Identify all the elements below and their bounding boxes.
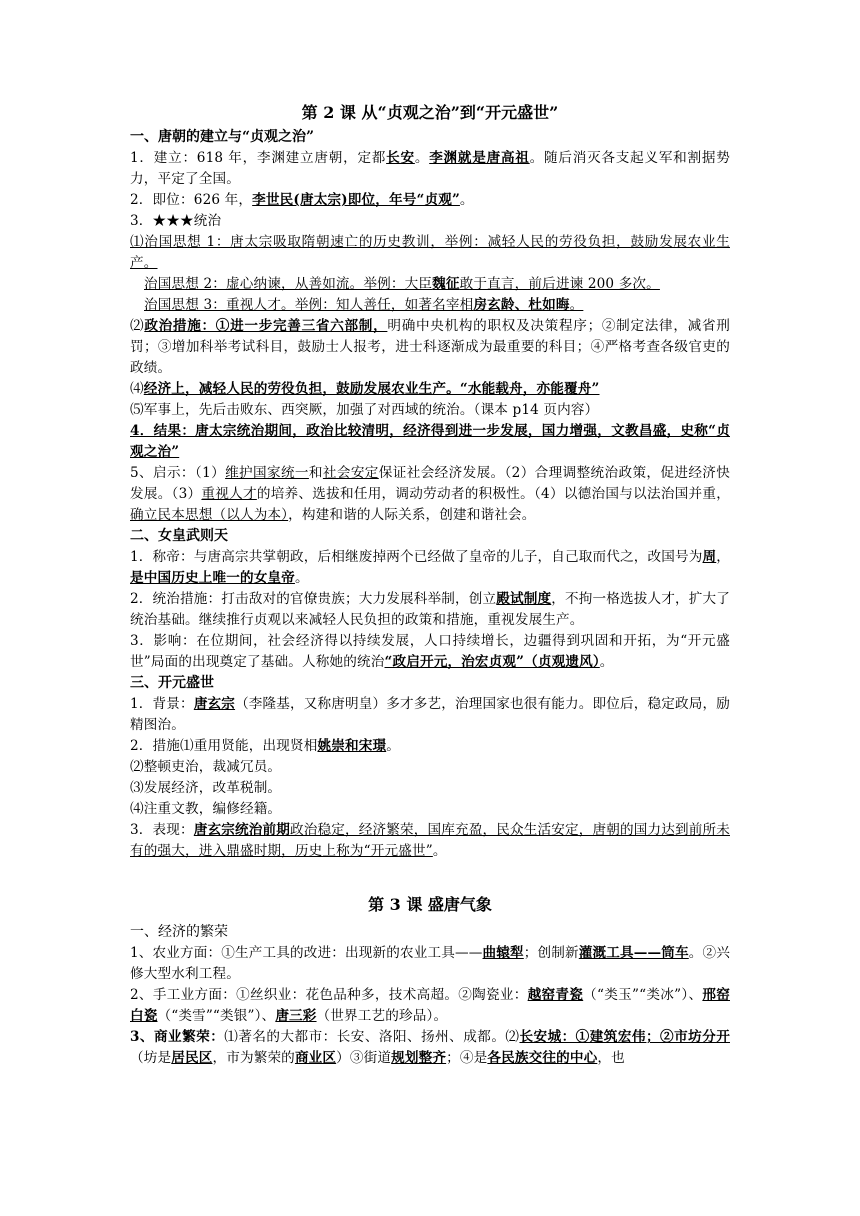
para-kaiyuan-measure-2: ⑵整顿吏治，裁减冗员。 [130, 759, 282, 775]
para-kaiyuan-measure-4: ⑷注重文教，编修经籍。 [130, 801, 282, 817]
para-result: 4．结果：唐太宗统治期间，政治比较清明，经济得到进一步发展，国力增强，文教昌盛，史称“贞观之治” [130, 423, 730, 460]
para-wu-measures: 2．统治措施：打击敌对的官僚贵族；大力发展科举制，创立殿试制度，不拘一格选拔人才，扩大了统治基础。继续推行贞观以来减轻人民负担的政策和措施，重视发展生产。 [130, 591, 730, 628]
para-kaiyuan-measure-3: ⑶发展经济，改革税制。 [130, 780, 282, 796]
para-kaiyuan-performance: 3．表现：唐玄宗统治前期政治稳定，经济繁荣，国库充盈，民众生活安定，唐朝的国力达到前所未有的强大，进入鼎盛时期，历史上称为“开元盛世”。 [130, 822, 730, 859]
lesson3-title: 第 3 课 盛唐气象 [368, 895, 492, 914]
para-kaiyuan-background: 1．背景：唐玄宗（李隆基，又称唐明皇）多才多艺，治理国家也很有能力。即位后，稳定政局，励精图治。 [130, 696, 730, 733]
para-rule-heading: 3．★★★统治 [130, 213, 222, 229]
para-kaiyuan-measure-1: 2．措施⑴重用贤能，出现贤相姚崇和宋璟。 [130, 738, 400, 754]
section-heading-wu-zetian: 二、女皇武则天 [130, 528, 228, 544]
para-agriculture: 1、农业方面：①生产工具的改进：出现新的农业工具——曲辕犁；创制新灌溉工具——筒车。②兴修大型水利工程。 [130, 945, 731, 982]
para-governing-thought-2: 治国思想 2：虚心纳谏，从善如流。举例：大臣魏征敢于直言，前后进谏 200 多次。 [144, 276, 660, 292]
para-founding: 1．建立：618 年，李渊建立唐朝，定都长安。李渊就是唐高祖。随后消灭各支起义军和割据势力，平定了全国。 [130, 150, 730, 187]
section-heading-economy: 一、经济的繁荣 [130, 924, 228, 940]
para-political-measures: ⑵政治措施：①进一步完善三省六部制，明确中央机构的职权及决策程序；②制定法律，减省刑罚；③增加科举考试科目，鼓励士人报考，进士科逐渐成为最重要的科目；④严格考查各级官吏的政绩。 [130, 318, 730, 376]
lesson2-title: 第 2 课 从“贞观之治”到“开元盛世” [301, 103, 559, 122]
para-insight: 5、启示：（1）维护国家统一和社会安定保证社会经济发展。（2）合理调整统治政策，促进经济快发展。（3）重视人才的培养、选拔和任用，调动劳动者的积极性。（4）以德治国与以法治国并重，确立民本思想（以人为本），构建和谐的人际关系，创建和谐社会。 [130, 465, 731, 523]
document-page [130, 102, 730, 1069]
para-military: ⑸军事上，先后击败东、西突厥，加强了对西域的统治。（课本 p14 页内容） [130, 402, 599, 418]
para-governing-thought-1: ⑴治国思想 1：唐太宗吸取隋朝速亡的历史教训，举例：减轻人民的劳役负担，鼓励发展农业生产。 [130, 234, 730, 271]
para-handicraft: 2、手工业方面：①丝织业：花色品种多，技术高超。②陶瓷业：越窑青瓷（“类玉”“类冰”）、邢窑白瓷（“类雪”“类银”）、唐三彩（世界工艺的珍品）。 [130, 987, 730, 1024]
para-empress: 1．称帝：与唐高宗共掌朝政，后相继废掉两个已经做了皇帝的儿子，自己取而代之，改国号为周，是中国历史上唯一的女皇帝。 [130, 549, 730, 586]
section-heading-tang-founding: 一、唐朝的建立与“贞观之治” [130, 129, 315, 145]
section-heading-kaiyuan: 三、开元盛世 [130, 675, 214, 691]
para-economic-measures: ⑷经济上，减轻人民的劳役负担，鼓励发展农业生产。“水能载舟，亦能覆舟” [130, 381, 600, 397]
para-accession: 2．即位：626 年，李世民(唐太宗)即位，年号“贞观”。 [130, 192, 474, 208]
para-commerce: 3、商业繁荣：⑴著名的大都市：长安、洛阳、扬州、成都。⑵长安城：①建筑宏伟；②市坊分开（坊是居民区，市为繁荣的商业区）③街道规划整齐；④是各民族交往的中心，也 [130, 1029, 730, 1066]
para-wu-influence: 3．影响：在位期间，社会经济得以持续发展，人口持续增长，边疆得到巩固和开拓，为“开元盛世”局面的出现奠定了基础。人称她的统治“政启开元，治宏贞观”（贞观遗风）。 [130, 633, 730, 670]
para-governing-thought-3: 治国思想 3：重视人才。举例：知人善任，如著名宰相房玄龄、杜如晦。 [144, 297, 584, 313]
